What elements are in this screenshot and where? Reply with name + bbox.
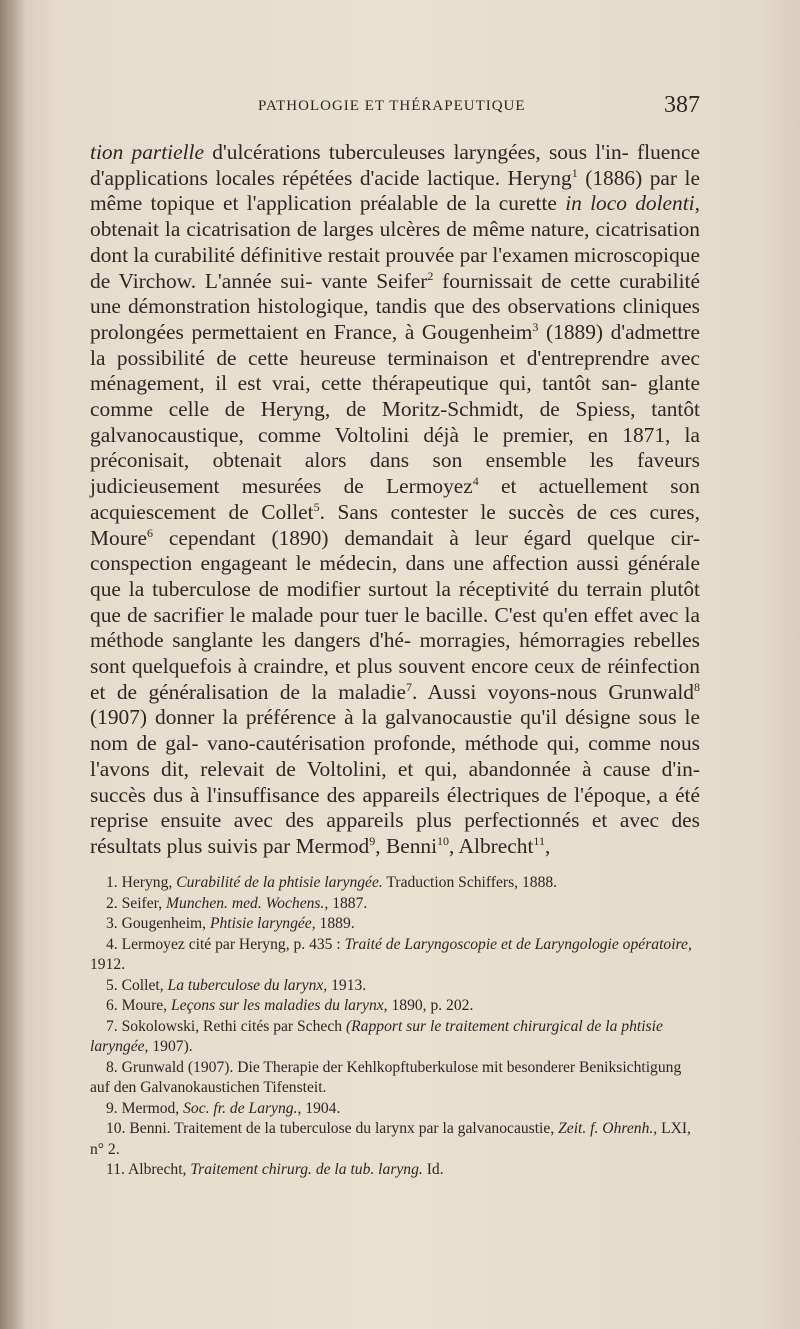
footnote-text: Moure, xyxy=(121,997,168,1014)
footnote-title: (Rapport sur le traitement chirurgical de la phtisie laryngée, xyxy=(90,1017,663,1055)
text-run: permettaient en France, à Gougenheim xyxy=(191,319,533,344)
footnote-title: Soc. fr. de Laryng., xyxy=(183,1099,302,1117)
footnote-text: Id. xyxy=(426,1161,444,1178)
text-run: curette xyxy=(498,191,566,216)
footnote-text: Heryng, xyxy=(121,874,173,891)
footnote-text: 1904. xyxy=(305,1099,341,1117)
footnote xyxy=(90,894,700,915)
footnote-text: LXI, n° 2. xyxy=(90,1120,691,1158)
footnote-ref: 7 xyxy=(405,679,412,694)
text-run: , Albrecht xyxy=(449,833,534,858)
text-run: d'ulcérations tuberculeuses laryngées, sous l'in- xyxy=(203,140,629,164)
footnotes xyxy=(90,873,700,1181)
page-number: 387 xyxy=(664,92,700,118)
footnote-text: Grunwald (1907). Die Therapie der Kehlkopftuberkulose mit besonderer Beniksichtigung auf den Galvanokaustichen Tifensteit. xyxy=(90,1058,682,1096)
footnote-text: 1913. xyxy=(331,976,367,994)
text-run: conspection engageant le médecin, dans une affection aussi xyxy=(90,551,620,576)
text-run: fournissait de cette curabilité une démonstration xyxy=(90,268,700,319)
footnote xyxy=(90,976,700,997)
footnote-title: Traité de Laryngoscopie et de Laryngologie opératoire, xyxy=(344,935,692,953)
footnote-ref: 2 xyxy=(427,268,434,283)
text-run: acquiescement de Collet xyxy=(90,499,314,524)
text-run: judicieusement mesurées de Lermoyez xyxy=(90,474,473,499)
text-run: générale que la tuberculose de modifier surtout la réceptivité du xyxy=(90,551,700,601)
text-run: dit, relevait de Voltolini, et qui, abandonnée à cause d'in- xyxy=(161,756,700,781)
footnote-text: 1912. xyxy=(90,956,126,973)
footnote xyxy=(90,996,700,1017)
footnote-number: 10. xyxy=(106,1120,126,1137)
body-paragraph xyxy=(90,140,700,860)
footnote-text: Lermoyez cité par Heryng, p. 435 : xyxy=(121,935,341,953)
footnote-text: Traduction Schiffers, 1888. xyxy=(386,874,558,891)
footnote xyxy=(90,1017,700,1058)
footnote-text: 1887. xyxy=(332,894,368,912)
footnote-ref: 3 xyxy=(532,319,539,334)
footnote-text: Albrecht, xyxy=(127,1161,187,1178)
footnote-ref: 8 xyxy=(693,679,700,694)
footnote-text: 1889. xyxy=(319,915,355,932)
footnote xyxy=(90,914,700,935)
footnote-title: Zeit. f. Ohrenh., xyxy=(558,1120,658,1137)
footnote xyxy=(90,1119,700,1160)
text-run: Moure xyxy=(90,525,148,550)
footnote-number: 5. xyxy=(106,976,118,994)
text-run: 1871, la préconisait, obtenait alors dans son ensemble les faveurs xyxy=(90,422,700,473)
footnote-text: Seifer, xyxy=(121,894,163,912)
text-run: . Sans contester le succès de ces cures, xyxy=(319,499,700,524)
footnote-text: Gougenheim, xyxy=(121,915,207,932)
footnote-number: 8. xyxy=(106,1058,118,1076)
footnote-number: 9. xyxy=(106,1099,118,1117)
footnote xyxy=(90,935,700,976)
footnote-text: Collet, xyxy=(121,976,164,994)
footnote-number: 3. xyxy=(106,915,118,932)
text-run: , xyxy=(544,833,551,858)
text-run: . Aussi voyons-nous Grunwald xyxy=(411,679,694,704)
text-run: prouvée par l'examen microscopique de Virchow. L'année sui- xyxy=(90,242,700,293)
text-run: avec des résultats plus suivis par Mermod xyxy=(90,808,700,858)
footnote-number: 6. xyxy=(106,997,118,1014)
text-run: terrain plutôt que de sacrifier le malade pour tuer le bacille. xyxy=(90,576,700,627)
text-run: plus souvent encore ceux de réinfection et de généralisation de xyxy=(90,654,700,704)
text-run: (1886) par le même topique et l'application préalable de la xyxy=(90,165,700,216)
text-run: histologique, tandis que des observations cliniques prolongées xyxy=(90,294,700,344)
text-run: cependant (1890) demandait à leur égard quelque cir- xyxy=(168,525,700,550)
page-header xyxy=(90,94,700,124)
footnote-ref: 11 xyxy=(533,833,545,848)
text-run: tantôt galvanocaustique, comme Voltolini déjà le premier, en xyxy=(90,397,700,447)
text-run: a été reprise ensuite avec des appareils plus perfectionnés et xyxy=(90,782,700,833)
footnote-title: Munchen. med. Wochens., xyxy=(166,894,329,912)
footnote-title: La tuberculose du larynx, xyxy=(167,976,328,994)
italic-term: tion partielle xyxy=(90,140,204,164)
text-run: , obtenait la cicatrisation de larges ulcères xyxy=(90,191,700,242)
footnote-ref: 5 xyxy=(313,499,320,514)
text-run: succès dus à l'insuffisance des appareils électriques de l'époque, xyxy=(90,782,652,807)
footnote-ref: 4 xyxy=(472,474,479,489)
footnote-number: 1. xyxy=(106,874,118,891)
footnote xyxy=(90,873,700,894)
text-run: (1907) donner la xyxy=(90,705,238,730)
text-run: morragies, hémorragies rebelles sont quelquefois à craindre, et xyxy=(90,628,700,679)
footnote-text: Benni. Traitement de la tuberculose du larynx par la galvanocaustie, xyxy=(129,1120,555,1137)
footnote-number: 7. xyxy=(106,1017,118,1035)
footnote xyxy=(90,1099,700,1120)
text-run: de même nature, cicatrisation dont la curabilité définitive restait xyxy=(90,217,700,267)
running-title: PATHOLOGIE ET THÉRAPEUTIQUE xyxy=(258,98,526,114)
footnote-title: Curabilité de la phtisie laryngée. xyxy=(176,874,383,891)
footnote-text: 1890, p. 202. xyxy=(391,997,474,1014)
footnote-ref: 1 xyxy=(571,165,578,180)
text-run: , Benni xyxy=(375,833,438,858)
text-run: préférence à la galvanocaustie qu'il désigne sous le nom de gal- xyxy=(90,705,700,756)
text-run: C'est qu'en effet avec la méthode sanglante les dangers d'hé- xyxy=(90,602,700,653)
footnote-ref: 10 xyxy=(437,833,450,848)
text-run: glante comme celle de Heryng, de Moritz-Schmidt, de Spiess, xyxy=(90,371,700,422)
text-run: et actuellement son xyxy=(501,474,700,499)
binding-shadow xyxy=(0,0,26,1329)
footnote-ref: 9 xyxy=(369,833,376,848)
footnote-text: 1907). xyxy=(152,1038,193,1055)
text-run: vante Seifer xyxy=(321,268,428,293)
footnote-number: 2. xyxy=(106,894,118,912)
footnote-title: Leçons sur les maladies du larynx, xyxy=(171,997,388,1014)
footnote xyxy=(90,1160,700,1181)
footnote-text: Mermod, xyxy=(121,1099,180,1117)
footnote-title: Traitement chirurg. de la tub. laryng. xyxy=(190,1161,423,1178)
text-run: vano-cautérisation profonde, méthode qui, comme nous l'avons xyxy=(90,731,700,781)
text-run: ménagement, il est vrai, cette thérapeutique qui, tantôt san- xyxy=(90,371,638,396)
footnote-number: 4. xyxy=(106,935,118,953)
footnote-number: 11. xyxy=(106,1161,125,1178)
text-run: possibilité de cette heureuse terminaison et d'entreprendre avec xyxy=(116,345,700,370)
footnote xyxy=(90,1058,700,1099)
footnote-text: Sokolowski, Rethi cités par Schech xyxy=(121,1017,343,1035)
italic-term: in loco dolenti xyxy=(565,191,695,216)
text-run: la maladie xyxy=(311,679,406,704)
footnote-title: Phtisie laryngée, xyxy=(209,915,316,932)
footnote-ref: 6 xyxy=(147,525,154,540)
text-run: (1889) d'admettre la xyxy=(90,319,700,370)
text-run: fluence d'applications locales répétées d'acide lactique. Heryng xyxy=(90,140,700,190)
